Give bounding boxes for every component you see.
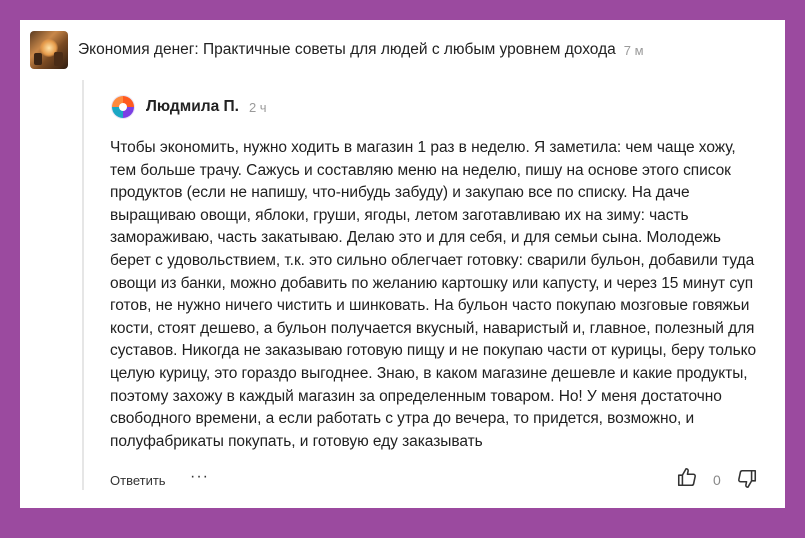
comment-text: Чтобы экономить, нужно ходить в магазин 1 раз в неделю. Я заметила: чем чаще хожу, тем больше трачу. Сажусь и составляю меню на неделю, пишу на основе этого список продуктов (если не напишу, что-нибудь забуду) и закупаю все по списку. На даче выращиваю овощи, яблоки, груши, ягоды, летом заготавливаю их на зиму: часть замораживаю, часть закатываю. Делаю это и для себя, и для семьи сына. Молодежь берет с удовольствием, т.к. это сильно облегчает готовку: сварили бульон, добавили туда овощи из банки, можно добавить по желанию картошку или капусту, и через 15 минут суп готов, не нужно ничего чистить и шинковать. На бульон часто покупаю мозговые говяжьи кости, стоят дешево, а бульон получается вкусный, наваристый и, главное, полезный для суставов. Никогда не заказываю готовую пищу и не покупаю части от курицы, беру только целую курицу, это гораздо выгоднее. Знаю, в каком магазине дешевле и какие продукты, поэтому захожу в каждый магазин за определенным товаром. Но! У меня достаточно свободного времени, а если работать с утра до вечера, то придется, возможно, и полуфабрикаты покупать, и готовую еду заказывать <box>110 139 757 450</box>
more-options-button[interactable]: ··· <box>190 468 209 485</box>
avatar[interactable] <box>110 94 136 120</box>
thumbs-up-icon[interactable] <box>676 466 698 488</box>
article-thumbnail[interactable] <box>30 31 68 69</box>
thumbs-down-icon[interactable] <box>736 468 758 490</box>
article-time: 7 м <box>623 42 644 58</box>
comment-author-row <box>110 90 760 124</box>
thumbnail-figure <box>34 53 42 65</box>
comment-actions <box>110 466 760 496</box>
comment <box>110 90 760 453</box>
comment-time: 2 ч <box>248 99 267 115</box>
reply-button[interactable]: Ответить <box>110 473 166 488</box>
thread-line <box>82 80 84 490</box>
thumbnail-figure <box>54 52 63 66</box>
like-count: 0 <box>713 472 721 488</box>
comment-author[interactable]: Людмила П. <box>146 98 239 115</box>
article-header[interactable] <box>30 28 644 72</box>
comment-card <box>20 20 785 508</box>
article-title[interactable]: Экономия денег: Практичные советы для людей с любым уровнем дохода <box>78 41 616 58</box>
